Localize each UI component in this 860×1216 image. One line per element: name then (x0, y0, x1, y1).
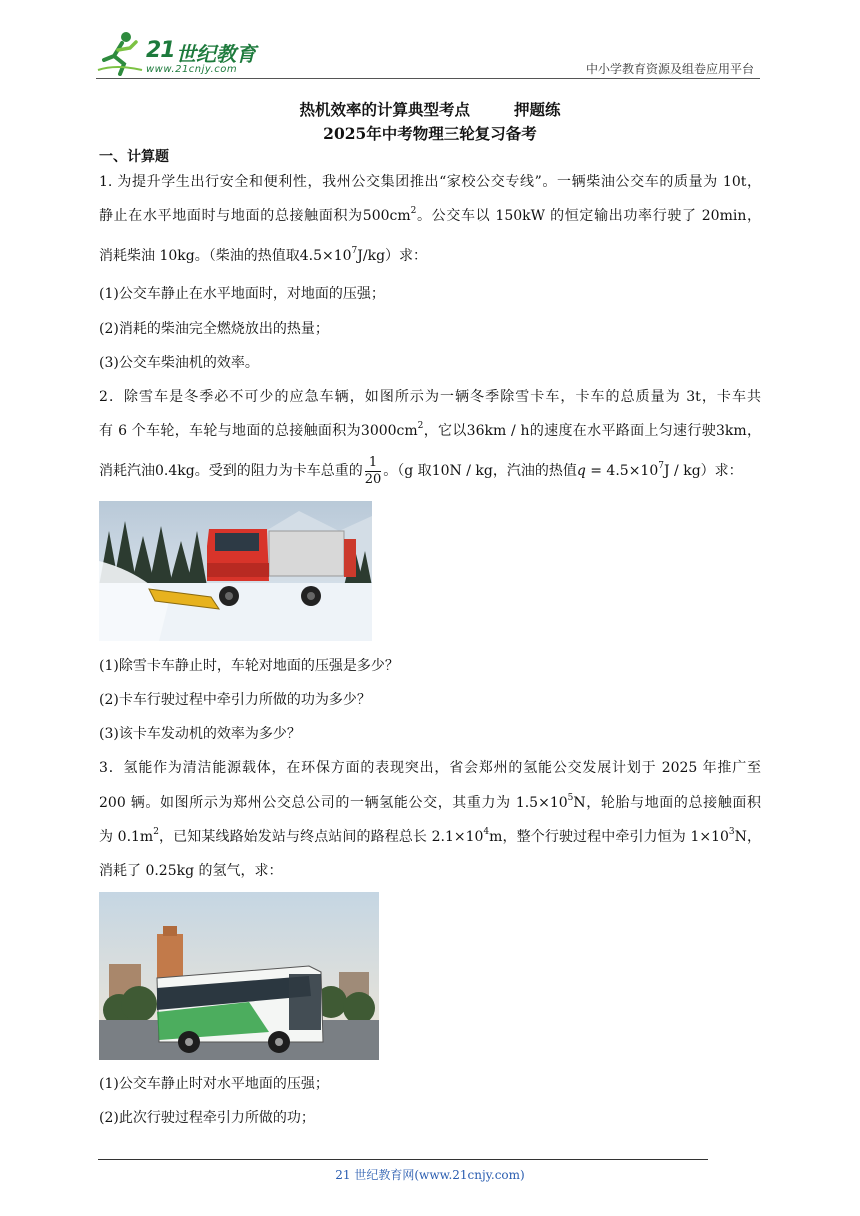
q1-sub1: (1)公交车静止在水平地面时，对地面的压强； (99, 286, 385, 302)
q3-sub2: (2)此次行驶过程牵引力所做的功； (99, 1110, 315, 1126)
q3-sub1: (1)公交车静止时对水平地面的压强； (99, 1076, 329, 1092)
q3-line2: 200 辆。如图所示为郑州公交总公司的一辆氢能公交，其重力为 $1.5\times 10^5N$，轮胎与地面的总接触面积 (99, 793, 761, 811)
q2-line2: 有 6 个车轮，车轮与地面的总接触面积为$3000cm^2$，它以36km / h的速度在水平路面上匀速行驶3km， (99, 421, 762, 439)
title-part1: 热机效率的计算典型考点 (299, 100, 470, 119)
q1-line2: 静止在水平地面时与地面的总接触面积为$500cm^2$。公交车以 150kW 的恒定输出功率行驶了 20min， (99, 206, 762, 224)
q2-line3: 消耗汽油0.4kg。受到的阻力为卡车总重的 $\frac{1}{20}$ 。（g 取10N / kg，汽油的热值$q = 4.5\times 10^7J / kg$）求： (99, 454, 743, 487)
q3-line4: 消耗了 0.25kg 的氢气，求： (99, 863, 283, 879)
snow-truck-photo (99, 501, 372, 641)
q2-sub1: (1)除雪卡车静止时，车轮对地面的压强是多少？ (99, 658, 399, 674)
page-subtitle: 2025年中考物理三轮复习备考 (323, 124, 537, 143)
hydrogen-bus-photo (99, 892, 379, 1060)
q2-sub2: (2)卡车行驶过程中牵引力所做的功为多少？ (99, 692, 371, 708)
fraction-one-twentieth: $\frac{1}{20}$ (364, 454, 382, 487)
q3-line3: 为 $0.1m^2$，已知某线路始发站与终点站间的路程总长 $2.1\times 10^4m$，整个行驶过程中牵引力恒为 $1\times 10^3N$， (99, 827, 761, 845)
page-title (0, 98, 860, 120)
footer-link[interactable]: 21 世纪教育网(www.21cnjy.com) (335, 1168, 525, 1182)
logo-url: www.21cnjy.com (146, 64, 238, 75)
q3-line1: 3．氢能作为清洁能源载体，在环保方面的表现突出，省会郑州的氢能公交发展计划于 2025 年推广至 (99, 760, 761, 776)
section-heading: 一、计算题 (99, 149, 169, 165)
q1-line3: 消耗柴油 10kg。（柴油的热值取$4.5\times 10^7J/kg$）求： (99, 246, 428, 264)
header-divider (96, 78, 760, 79)
q2-sub3: (3)该卡车发动机的效率为多少？ (99, 726, 301, 742)
q2-line1: 2．除雪车是冬季必不可少的应急车辆，如图所示为一辆冬季除雪卡车，卡车的总质量为 3t，卡车共 (99, 389, 761, 405)
q1-sub2: (2)消耗的柴油完全燃烧放出的热量； (99, 321, 329, 337)
q1-line1: 1. 为提升学生出行安全和便利性，我州公交集团推出“家校公交专线”。一辆柴油公交车的质量为 10t， (99, 174, 761, 190)
title-part2: 押题练 (514, 100, 561, 119)
page-header (96, 30, 760, 78)
logo-chinese: 世纪教育 (176, 42, 256, 66)
q1-sub3: (3)公交车柴油机的效率。 (99, 355, 259, 371)
running-man-icon (96, 30, 144, 76)
site-logo (96, 30, 296, 76)
footer-divider (98, 1159, 708, 1160)
header-platform-text: 中小学教育资源及组卷应用平台 (585, 62, 754, 76)
logo-number: 21 (146, 38, 175, 63)
